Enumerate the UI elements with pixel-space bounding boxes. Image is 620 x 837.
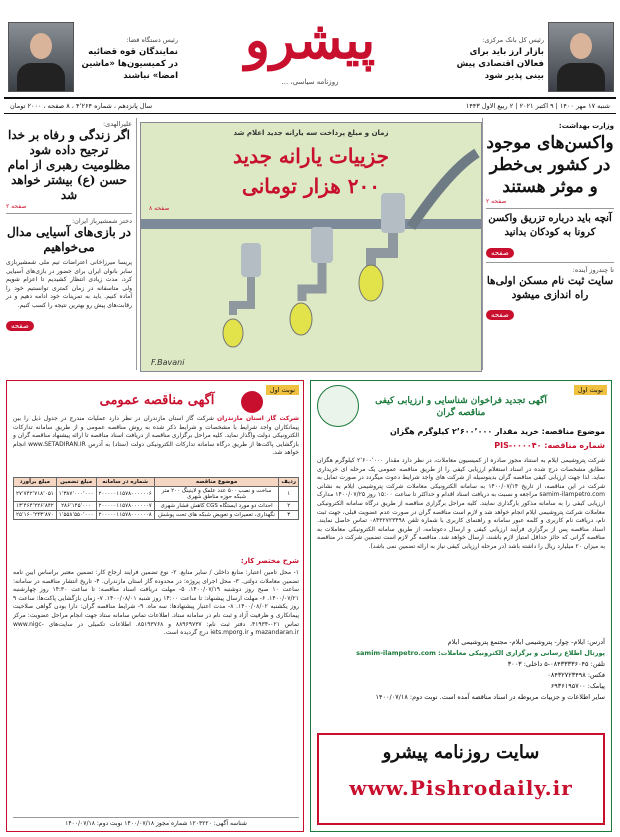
column-divider	[136, 118, 137, 370]
col-header: شماره در سامانه	[96, 478, 154, 487]
gas-notice-footer: شناسه آگهی: ۱۲۰۳۲۲۰ شماره مجوز ۱۴۰۰/۰۷/۱۸ نوبت دوم: ۱۴۰۰/۰۷/۱۸	[13, 817, 299, 827]
table-row	[14, 511, 299, 520]
notice-portal[interactable]: پورتال اطلاع رسانی و برگزاری الکترونیکی معاملات: samim-ilampetro.com	[356, 649, 605, 657]
ilam-petrochemical-logo-icon	[317, 385, 359, 427]
vaccine-page-ref: صفحه ۲	[486, 198, 507, 205]
table-cell: ۱	[279, 487, 299, 502]
right-masthead-story[interactable]	[446, 34, 544, 82]
faucet-icon	[290, 227, 333, 335]
left-story-title: نمایندگان قوه قضائیه در کمیسیون‌ها «ماشین امضا» نباشند	[81, 47, 178, 81]
table-cell: ۱٬۳۸۷٬۰۰۰٬۰۰۰	[56, 487, 96, 502]
petrochemical-tender-notice	[310, 380, 612, 832]
left-story-kicker: رئیس دستگاه قضا:	[126, 36, 178, 44]
page-badge-icon: صفحه	[486, 310, 514, 320]
notice-round-tag: نوبت اول	[574, 385, 607, 395]
cartoon-page-ref: صفحه ۸	[149, 205, 170, 212]
notice-footer: سایر اطلاعات و جزییات مربوطه در اسناد مناقصه آمده است. نوبت دوم: ۱۴۰۰/۰۷/۱۸	[375, 693, 605, 701]
notice-body: شرکت پتروشیمی ایلام به استناد مجوز صادره از کمیسیون معاملات، در نظر دارد مقدار ۲٬۶۰۰٬۰۰۰ کیلوگرم هگزان مطابق مشخصات درج شده در اسناد استعلام ارزیابی کیفی را از طریق مناقصه عمومی یک مرحله ای خریداری نماید. لذا جهت ارزیابی کیفی مناقصه گران بدینوسیله از شرکت های واجد شرایط دعوت میگردد در صورت تمایل به شرکت در این مناقصه، از تاریخ ۱۴۰۰/۰۷/۱۴ به سامانه الکترونیکی معاملات شرکت پتروشیمی ایلام به نشانی samim-ilampetro.com مراجعه و نسبت به دریافت اسناد اقدام و حداکثر تا ساعت ۱۵:۰۰ روز ۱۴۰۰/۰۷/۲۵ مدارک ارزیابی کیفی را به سامانه مذکور بارگذاری نمایند. کلیه مراحل برگزاری مناقصه از طریق درگاه سامانه الکترونیکی معاملات شرکت پتروشیمی ایلام انجام خواهد شد و لازم است مناقصه گران در صورت عدم عضویت قبلی، جهت ثبت نام، دریافت نام کاربری و کلمه عبور سامانه و راهنمای کاربری با شماره تلفن ۰۸۴۳۲۷۲۳۴۹۸ تماس حاصل نمایند. اسناد مناقصه پس از برگزاری فرآیند ارزیابی کیفی و ارسال دعوتنامه، از طریق سامانه الکترونیکی معاملات به مناقصه گرانی که حائز حداقل امتیاز لازم باشند، ارسال خواهد شد. مناقصه گر لازم است تضمین شرکت در مناقصه به میزان ۲۰ میلیارد ریال را داشته باشد (در مرحله ارزیابی کیفی نیاز به ارائه تضمین نمی باشد).	[317, 457, 605, 550]
col-header: ردیف	[279, 478, 299, 487]
left-page-ref: صفحه ۲	[6, 203, 27, 210]
notice-title: آگهی تجدید فراخوان شناسایی و ارزیابی کیفی مناقصه گران	[375, 396, 547, 418]
gas-tender-table	[13, 477, 299, 520]
right-story-title: بازار ارز باید برای فعالان اقتصادی پیش بینی پذیر شود	[456, 47, 544, 81]
cartoon-kicker: زمان و مبلغ پرداخت سه یارانه جدید اعلام شد	[233, 129, 389, 137]
notice-phone: تلفن: ۰۸۴۳۳۳۳۶۰۴۵-۵ داخلی: ۳۰۰۳	[507, 660, 605, 668]
faucet-icon	[223, 243, 261, 347]
central-bank-governor-photo	[548, 22, 614, 92]
vaccine-kicker: وزارت بهداشت:	[558, 122, 614, 130]
table-cell: ۳	[279, 511, 299, 520]
notice-fax: فکس: ۰۸۴۳۲۷۲۳۴۹۸	[547, 671, 605, 679]
notice-number: شماره مناقصه: PIS-۰۰۰۰۴۰	[494, 441, 605, 450]
gas-notice-title: آگهی مناقصه عمومی	[99, 393, 215, 408]
newspaper-logo: پیشرو	[244, 10, 376, 71]
cartoon-title-1: جزییات یارانه جدید	[233, 144, 389, 168]
left-masthead-story[interactable]	[78, 34, 178, 82]
judiciary-chief-photo	[8, 22, 74, 92]
gas-notice-intro	[13, 415, 299, 458]
notice-sms: پیامک: ۶۹۳۶۱۹۵۷۰۰	[550, 682, 605, 690]
housing-headline[interactable]: سایت ثبت نام مسکن اولی‌ها راه اندازی میشود	[486, 275, 614, 301]
cartoonist-signature: F.Bavani	[151, 358, 185, 367]
gas-notice-round-tag: نوبت اول	[266, 385, 299, 395]
table-cell: ۲۸۶٬۱۴۵٬۰۰۰	[56, 502, 96, 511]
table-cell: ساخت و نصب ۵۰۰ عدد علمک و لاینینگ ۲۰۰ متر شبکه حوزه مناطق شهری	[154, 487, 279, 502]
dateline-bar	[4, 97, 616, 114]
vaccine-headline[interactable]: واکسن‌های موجود در کشور بی‌خطر و موثر هستند	[486, 133, 614, 197]
table-cell: ۲۵٬۱۶۰٬۲۴۳٬۸۷۰	[14, 511, 57, 520]
table-cell: ۲	[279, 502, 299, 511]
table-cell: ۲۰۰۰۰۰۱۱۵۷۸۰۰۰۰۰۰۶	[96, 487, 154, 502]
gas-conditions: ۱- محل تامین اعتبار: منابع داخلی / سایر منابع. ۲- نوع تضمین فرایند ارجاع کار: تضمین معتبر براساس آیین نامه تضمین معاملات دولتی. ۳- محل اجرای پروژه: در محدوده گاز استان مازندران. ۴- تاریخ انتشار مناقصه در سامانه: ساعت ۱۰ صبح روز دوشنبه ۱۴۰۰/۰۷/۱۹. ۵- مهلت دریافت اسناد مناقصه: تا ساعت ۱۴:۳۰ روز چهارشنبه ۱۴۰۰/۰۷/۲۱. ۶- مهلت ارسال پیشنهاد: تا ساعت ۱۴:۰۰ روز شنبه ۱۴۰۰/۰۸/۰۱. ۷- زمان بازگشایی پاکت‌ها: ساعت ۹ روز یکشنبه ۱۴۰۰/۰۸/۰۲. ۸- مدت اعتبار پیشنهادها: سه ماه. ۹- شرایط مناقصه گران: دارا بودن گواهی صلاحیت پیمانکاری و ظرفیت آزاد و ثبت نام در سامانه ستاد. اطلاعات تماس سامانه ستاد جهت انجام مراحل عضویت: مرکز تماس ۰۲۱-۴۱۹۳۴، دفتر ثبت نام: ۸۸۹۶۹۷۳۷ و ۸۵۱۹۳۷۶۸. اطلاعات تکمیلی در سایت‌های www.nigc-mazandaran.ir و iets.mporg.ir درج گردیده است.	[13, 569, 299, 637]
imam-hassan-headline[interactable]: اگر زندگی و رفاه بر خدا ترجیح داده شود مظلومیت رهبری از امام حسن (ع) بیشتر خواهد شد	[7, 128, 131, 202]
website-banner-label: سایت روزنامه پیشرو	[382, 742, 540, 763]
gas-intro-text: شرکت گاز استان مازندران در نظر دارد عملیات مندرج در جدول ذیل را بین پیمانکاران واجد شرایط با مشخصات و شرایط ذکر شده به روش مناقصه عمومی و از طریق سامانه تدارکات الکترونیکی دولت واگذار نماید. کلیه مراحل برگزاری مناقصه از دریافت اسناد مناقصه تا ارائه پیشنهاد مناقصه گران و بازگشایی پاکت‌ها از طریق درگاه سامانه تدارکات الکترونیکی دولت (ستاد) به آدرس www.SETADIRAN.IR انجام خواهد شد.	[13, 415, 299, 457]
table-cell: ۲۰۰۰۰۰۱۱۵۷۸۰۰۰۰۰۰۷	[96, 502, 154, 511]
table-cell: ۲۰۰۰۰۰۱۱۵۷۸۰۰۰۰۰۰۸	[96, 511, 154, 520]
page-badge-icon: صفحه	[6, 321, 34, 331]
subsidy-cartoon[interactable]	[140, 122, 482, 372]
table-row	[14, 487, 299, 502]
gas-company-tender-notice	[6, 380, 304, 832]
right-story-kicker: رئیس کل بانک مرکزی:	[482, 36, 544, 44]
asian-games-body: پریسا میرزاخانی اعتراضات تیم ملی شمشیربازی سابر بانوان ایران برای حضور در بازی‌های آسیایی کرد، مدت زیادی انتظار کشیدیم تا اعزام شویم ولی متاسفانه در زمان کمتری توانستیم خود را آماده کنیم. باید به تمرینات خود ادامه دهیم و در رقابت‌های پیش رو بهترین نتیجه را کسب کنیم.	[6, 259, 132, 309]
notice-contact	[317, 637, 605, 703]
col-header: مبلغ برآورد	[14, 478, 57, 487]
notice-address: آدرس: ایلام- چوار- پتروشیمی ایلام- مجتمع پتروشیمی ایلام	[447, 638, 605, 646]
page-badge-icon: صفحه	[486, 248, 514, 258]
table-cell: ۲۷٬۷۴۲٬۷۱۸٬۰۵۱	[14, 487, 57, 502]
issue-date: شنبه ۱۷ مهر ۱۴۰۰ | ۹ اکتبر ۲۰۲۱ | ۲ ربیع الاول ۱۴۴۳	[465, 102, 610, 110]
issue-info: سال پانزدهم ، شماره ۴٬۲۶۴ ، ۸ صفحه ، ۲۰۰۰ تومان	[10, 102, 153, 110]
gas-company-logo-icon	[241, 391, 263, 413]
table-cell: نگهداری، تعمیرات و تعویض شبکه های تحت پوشش	[154, 511, 279, 520]
asian-games-headline[interactable]: در بازی‌های آسیایی مدال می‌خواهیم	[6, 225, 132, 254]
notice-subject: موضوع مناقصه: خرید مقدار ۲٬۶۰۰٬۰۰۰ کیلوگرم هگزان	[389, 427, 605, 436]
website-banner[interactable]	[317, 733, 605, 825]
right-column	[486, 118, 614, 370]
left-column	[6, 118, 132, 370]
masthead	[0, 0, 620, 96]
gas-org-name: شرکت گاز استان مازندران	[217, 415, 299, 422]
left-kicker-2: دختر شمشیرباز ایران:	[71, 217, 132, 225]
website-url[interactable]: www.Pishrodaily.ir	[349, 776, 573, 800]
faucet-illustration	[141, 123, 481, 371]
gas-conditions-title: شرح مختصر کار:	[240, 557, 299, 565]
table-cell: احداث دو مورد ایستگاه CGS کاهش فشار شهری	[154, 502, 279, 511]
col-header: مبلغ تضمین	[56, 478, 96, 487]
logo-subtitle: روزنامه سیاسی، ...	[281, 78, 339, 86]
column-divider	[482, 118, 483, 370]
kids-vaccine-headline[interactable]: آنچه باید درباره تزریق واکسن کرونا به کودکان بدانید	[488, 213, 612, 238]
left-kicker-1: علیرالهدی:	[102, 120, 132, 128]
table-row	[14, 502, 299, 511]
faucet-icon	[359, 193, 405, 301]
table-cell: ۱٬۵۵۸٬۵۵۰٬۰۰۰	[56, 511, 96, 520]
cartoon-title-2: ۲۰۰ هزار تومانی	[242, 174, 380, 198]
col-header: موضوع مناقصه	[154, 478, 279, 487]
table-cell: ۱۳٬۴۶۴٬۲۲۶٬۸۴۲	[14, 502, 57, 511]
housing-kicker: تا چندروز آینده:	[572, 266, 614, 274]
